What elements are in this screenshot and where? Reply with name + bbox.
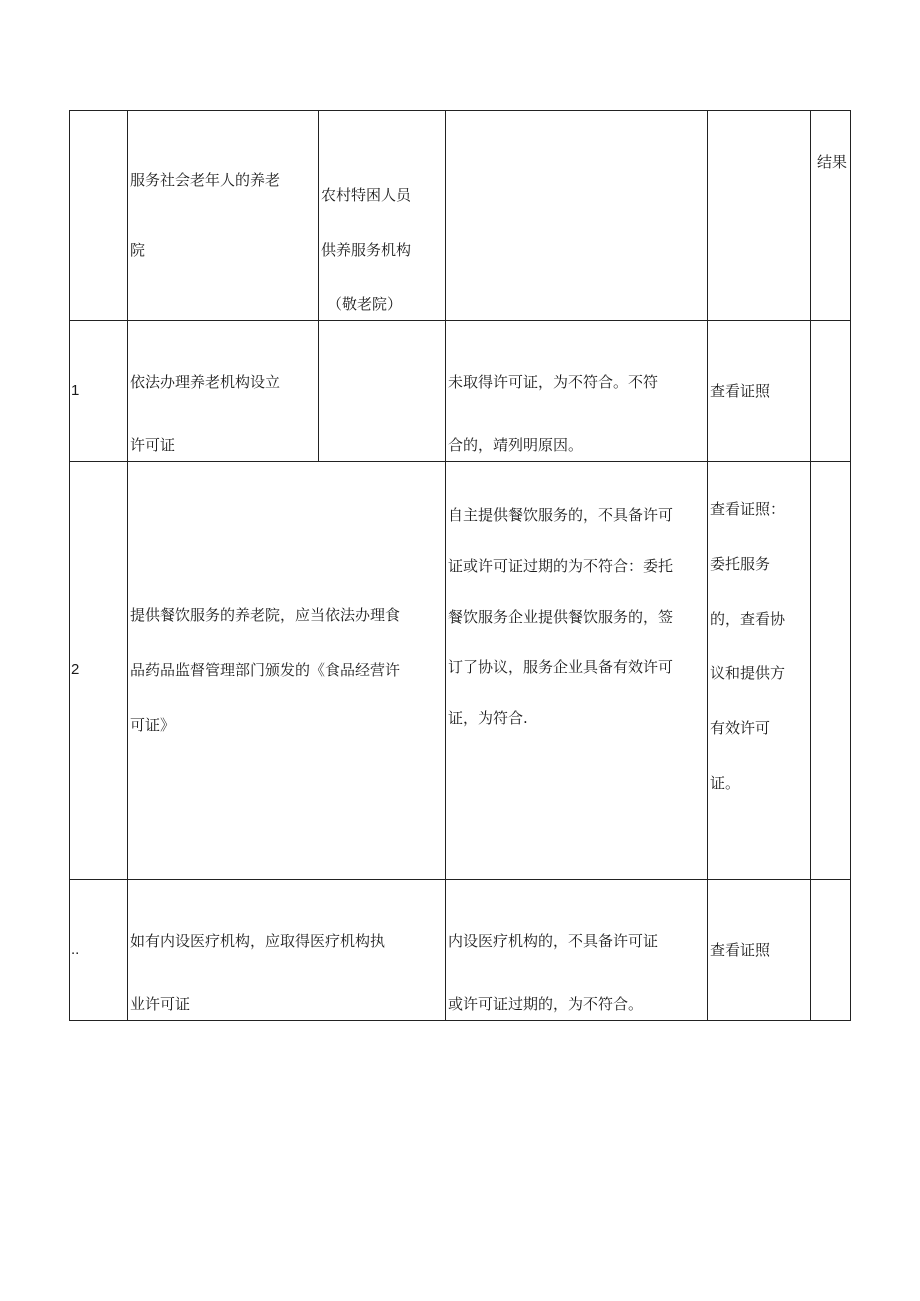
result-cell [811, 880, 851, 1021]
standard-line: 证或许可证过期的为不符合：委托 [448, 556, 674, 575]
method-line: 查看证照： [710, 500, 786, 518]
item-line: 可证》 [130, 715, 176, 734]
method-cell: 查看证照 [708, 321, 811, 462]
inspection-table [69, 110, 851, 1021]
item-line: 品药品监督管理部门颁发的《食品经营许 [130, 661, 401, 680]
method-line: 议和提供方 [710, 664, 786, 683]
item-line: 许可证 [130, 436, 176, 455]
item-cell [128, 321, 319, 462]
row-number: .. [70, 880, 128, 1021]
result-cell [811, 462, 851, 880]
header-b-line: 农村特困人员 [321, 185, 412, 204]
method-line: 证。 [710, 773, 741, 792]
header-cell-rural-institution [319, 111, 446, 321]
standard-cell [446, 462, 708, 880]
item-line: 如有内设医疗机构，应取得医疗机构执 [130, 931, 386, 950]
method-cell [708, 462, 811, 880]
standard-line: 证，为符合. [448, 709, 528, 727]
method-line: 的，查看协 [710, 609, 786, 628]
header-b-line: （敬老院） [327, 295, 403, 314]
method-line: 有效许可 [710, 719, 771, 737]
header-a-line: 服务社会老年人的养老 [130, 171, 281, 190]
standard-cell [446, 321, 708, 462]
item-cell [128, 880, 446, 1021]
institution-cell [319, 321, 446, 462]
standard-line: 订了协议，服务企业具备有效许可 [448, 658, 674, 677]
method-line: 委托服务 [710, 554, 771, 573]
table-row [70, 880, 851, 1021]
item-line: 依法办理养老机构设立 [130, 372, 281, 391]
table-row [70, 321, 851, 462]
header-a-line: 院 [130, 241, 146, 259]
method-cell: 查看证照 [708, 880, 811, 1021]
header-cell-result: 结果 [811, 111, 851, 321]
standard-line: 合的，靖列明原因。 [448, 436, 584, 455]
header-cell-blank [446, 111, 708, 321]
table-header-row [70, 111, 851, 321]
item-line: 业许可证 [130, 995, 191, 1014]
standard-line: 内设医疗机构的，不具备许可证 [448, 931, 659, 950]
result-cell [811, 321, 851, 462]
row-number: 1 [70, 321, 128, 462]
standard-line: 自主提供餐饮服务的，不具备许可 [448, 506, 674, 524]
standard-line: 未取得许可证，为不符合。不符 [448, 372, 659, 391]
table-row [70, 462, 851, 880]
item-line: 提供餐饮服务的养老院，应当依法办理食 [130, 606, 401, 625]
standard-line: 餐饮服务企业提供餐饮服务的，签 [448, 607, 674, 626]
item-cell [128, 462, 446, 880]
standard-line: 或许可证过期的，为不符合。 [448, 995, 644, 1014]
header-b-line: 供养服务机构 [321, 240, 412, 259]
row-number: 2 [70, 462, 128, 880]
header-cell-blank [708, 111, 811, 321]
header-cell-nursing-home [128, 111, 319, 321]
header-cell-blank [70, 111, 128, 321]
standard-cell [446, 880, 708, 1021]
